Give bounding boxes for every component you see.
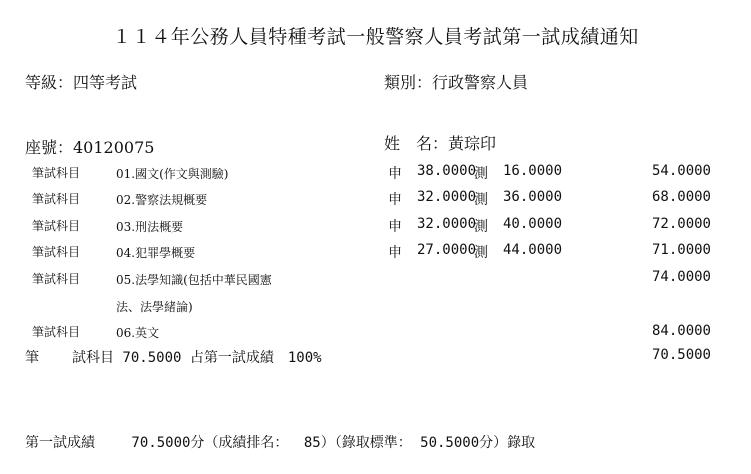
shen-label: 申 (388, 192, 402, 208)
first-stage-result: 第一試成績 70.5000分（成績排名： 85）（錄取標準： 50.5000分）錄取 (25, 435, 536, 451)
shen-label: 申 (388, 166, 402, 182)
row-subject: 06.英文 (116, 326, 160, 340)
summary-prefix: 筆 (25, 350, 39, 366)
ce-score: 44.0000 (503, 242, 563, 258)
row-score: 54.0000 (651, 163, 711, 179)
row-score: 68.0000 (651, 189, 711, 205)
row-subject-continued: 法、法學緒論) (116, 300, 193, 314)
row-type: 筆試科目 (32, 219, 81, 233)
ce-score: 16.0000 (503, 163, 563, 179)
row-score: 84.0000 (651, 323, 711, 339)
row-type: 筆試科目 (32, 325, 81, 339)
ce-label: 測 (474, 245, 488, 261)
row-subject: 05.法學知識(包括中華民國憲 (116, 273, 272, 287)
exam-level: 等級：四等考試 (25, 73, 138, 92)
shen-score: 38.0000 (417, 163, 477, 179)
summary-score: 70.5000 (651, 347, 711, 363)
shen-score: 32.0000 (417, 216, 477, 232)
row-type: 筆試科目 (32, 166, 81, 180)
row-type: 筆試科目 (32, 272, 81, 286)
ce-score: 36.0000 (503, 189, 563, 205)
summary-text: 試科目 70.5000 占第一試成績 100% (72, 350, 322, 366)
row-score: 71.0000 (651, 242, 711, 258)
row-type: 筆試科目 (32, 192, 81, 206)
shen-score: 27.0000 (417, 242, 477, 258)
exam-category: 類別：行政警察人員 (384, 73, 529, 92)
row-subject: 04.犯罪學概要 (116, 246, 196, 260)
row-score: 74.0000 (651, 269, 711, 285)
shen-score: 32.0000 (417, 189, 477, 205)
seat-number: 座號：40120075 (25, 138, 155, 157)
ce-label: 測 (474, 166, 488, 182)
row-subject: 02.警察法規概要 (116, 193, 208, 207)
ce-label: 測 (474, 219, 488, 235)
ce-label: 測 (474, 192, 488, 208)
shen-label: 申 (388, 219, 402, 235)
row-subject: 01.國文(作文與測驗) (116, 167, 229, 181)
row-subject: 03.刑法概要 (116, 220, 184, 234)
row-type: 筆試科目 (32, 245, 81, 259)
candidate-name: 姓 名：黃琮印 (384, 134, 497, 153)
ce-score: 40.0000 (503, 216, 563, 232)
shen-label: 申 (388, 245, 402, 261)
page-title: １１４年公務人員特種考試一般警察人員考試第一試成績通知 (112, 26, 639, 48)
row-score: 72.0000 (651, 216, 711, 232)
